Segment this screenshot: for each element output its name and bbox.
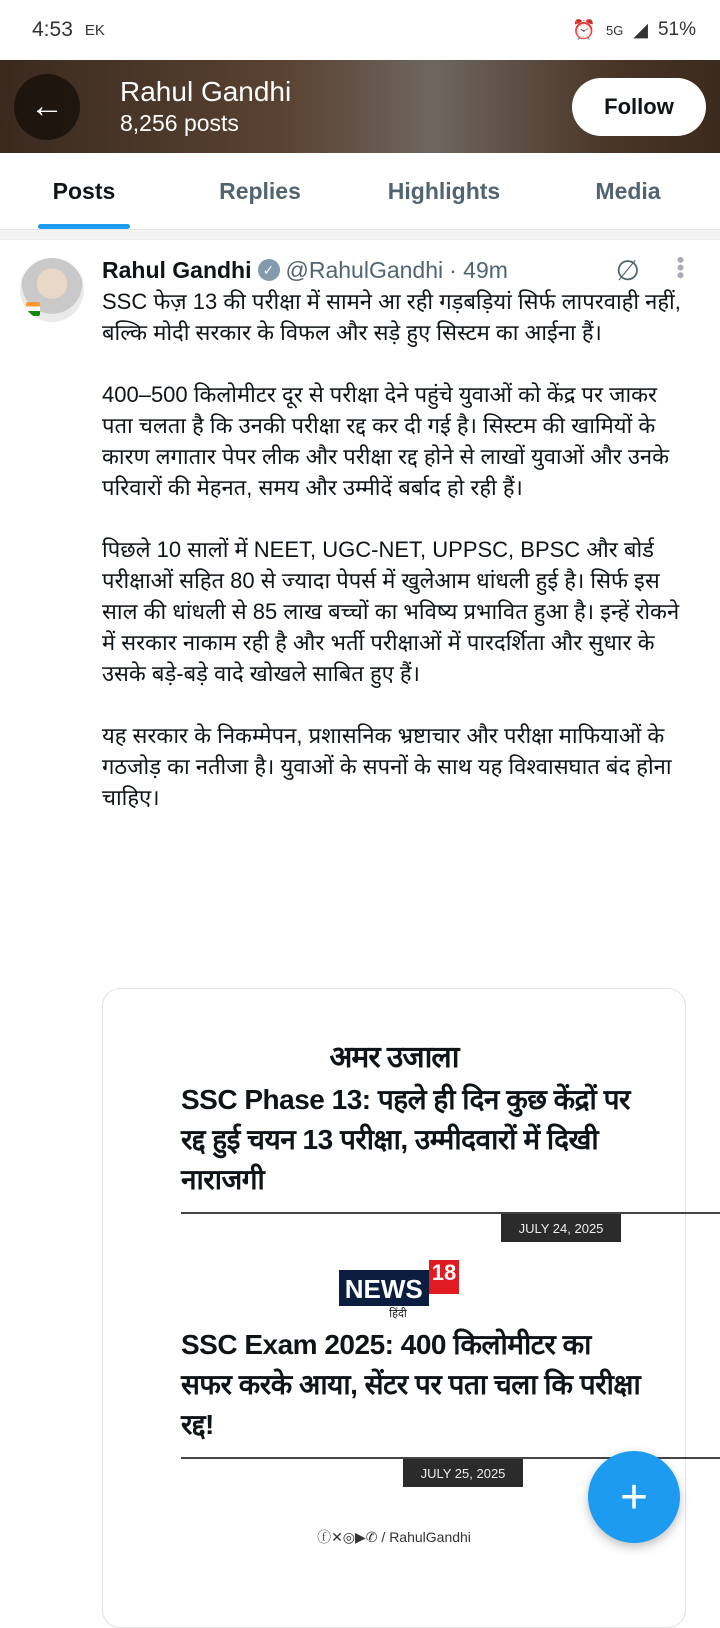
post-paragraph: SSC फेज़ 13 की परीक्षा में सामने आ रही गड़बड़ियां सिर्फ लापरवाही नहीं, बल्कि मोदी सरकार के विफल और सड़े हुए सिस्टम का आईना हैं। — [102, 289, 681, 345]
divider — [181, 1212, 720, 1214]
post[interactable] — [0, 240, 720, 813]
headline-2: SSC Exam 2025: 400 किलोमीटर का सफर करके आया, सेंटर पर पता चला कि परीक्षा रद्द! — [181, 1329, 641, 1440]
avatar[interactable] — [20, 258, 84, 322]
post-time: · 49m — [449, 256, 508, 283]
post-paragraph: 400–500 किलोमीटर दूर से परीक्षा देने पहुंचे युवाओं को केंद्र पर जाकर पता चलता है कि उनकी परीक्षा रद्द कर दी गई है। सिस्टम की खामियों के कारण लगातार पेपर लीक और परीक्षा रद्द होने से लाखों युवाओं और उनके परिवारों की मेहनत, समय और उम्मीदें बर्बाद हो रही हैं। — [102, 382, 670, 500]
tab-posts[interactable]: Posts — [0, 153, 168, 229]
battery-level: 51% — [657, 19, 696, 40]
arrow-left-icon: ← — [30, 87, 64, 125]
amar-ujala-logo: अमर उजाला — [329, 1041, 459, 1074]
grok-icon[interactable]: ∅ — [615, 255, 640, 286]
status-bar — [0, 0, 720, 60]
profile-tabs — [0, 153, 720, 230]
more-options-icon[interactable]: ••• — [668, 256, 693, 280]
headline-1: SSC Phase 13: पहले ही दिन कुछ केंद्रों पर रद्द हुई चयन 13 परीक्षा, उम्मीदवारों में दिखी नाराजगी — [181, 1084, 630, 1195]
post-paragraph: यह सरकार के निकम्मेपन, प्रशासनिक भ्रष्टाचार और परीक्षा माफियाओं के गठजोड़ का नतीजा है। युवाओं के सपनों के साथ यह विश्वासघात बंद होना चाहिए। — [102, 723, 672, 810]
social-handles: ⓕ✕◎▶✆ / RahulGandhi — [317, 1529, 471, 1545]
news18-logo-sub: हिंदी — [389, 1308, 407, 1320]
tab-replies[interactable]: Replies — [219, 177, 301, 204]
date-1: JULY 24, 2025 — [501, 1214, 621, 1242]
divider — [0, 230, 720, 240]
status-carrier: EK — [84, 21, 105, 39]
profile-name: Rahul Gandhi — [120, 76, 292, 107]
author-handle: @RahulGandhi — [285, 256, 444, 283]
compose-button[interactable] — [588, 1451, 680, 1543]
follow-button[interactable]: Follow — [572, 78, 706, 136]
post-text — [102, 286, 700, 813]
posts-count: 8,256 posts — [120, 110, 239, 136]
back-button[interactable] — [14, 74, 80, 140]
signal-icon: ◢ — [633, 19, 648, 41]
news18-logo-text: NEWS — [339, 1270, 429, 1306]
verified-badge-icon: ✓ — [258, 259, 280, 281]
network-label: 5G — [606, 22, 624, 38]
post-paragraph: पिछले 10 सालों में NEET, UGC-NET, UPPSC, BPSC और बोर्ड परीक्षाओं सहित 80 से ज्यादा पेपर्स में खुलेआम धांधली हुई है। सिर्फ इस साल की धांधली से 85 लाख बच्चों का भविष्य प्रभावित हुआ है। इन्हें रोकने में सरकार नाकाम रही है और भर्ती परीक्षाओं में पारदर्शिता और सुधार के उसके बड़े-बड़े वादे खोखले साबित हुए हैं। — [102, 537, 680, 686]
date-2: JULY 25, 2025 — [403, 1459, 523, 1487]
alarm-icon: ⏰ — [572, 20, 596, 41]
tab-media[interactable]: Media — [595, 177, 661, 204]
plus-icon: + — [619, 1470, 649, 1524]
news18-logo-number: 18 — [429, 1260, 459, 1294]
tab-highlights[interactable]: Highlights — [387, 177, 501, 204]
profile-header — [0, 60, 720, 153]
news18-logo — [113, 1260, 685, 1306]
author-name[interactable]: Rahul Gandhi — [102, 256, 252, 283]
status-time: 4:53 — [32, 18, 73, 41]
post-image[interactable] — [102, 988, 686, 1628]
